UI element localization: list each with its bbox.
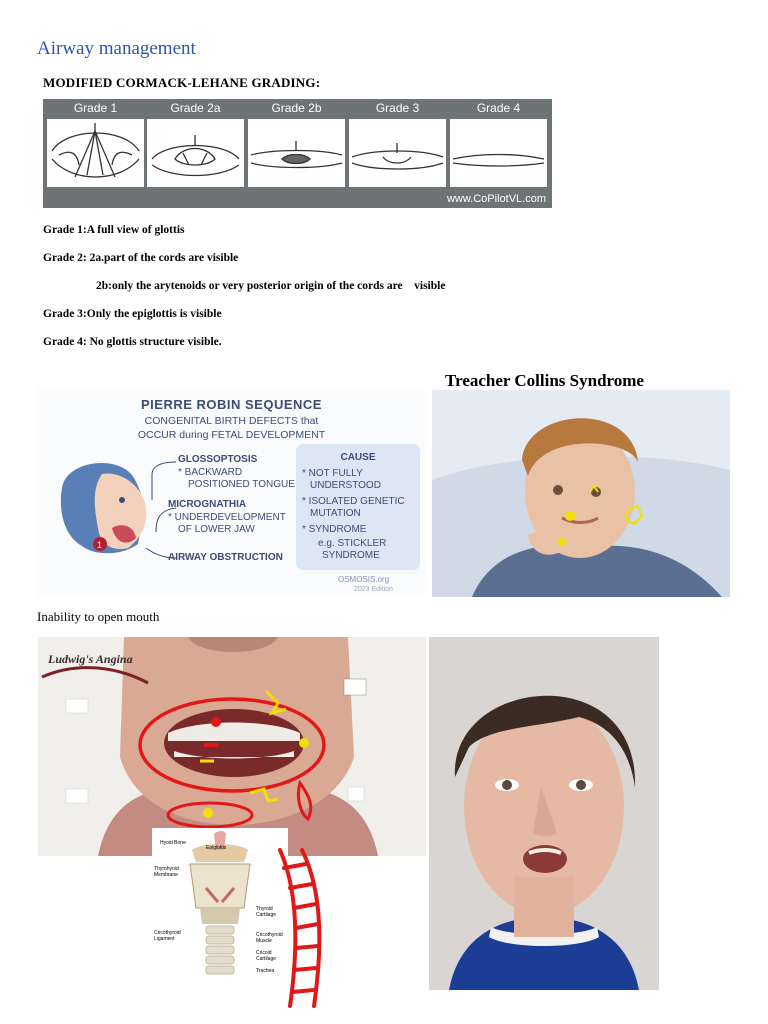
cause-1a: * NOT FULLY — [302, 468, 363, 479]
grade-1-text: Grade 1:A full view of glottis — [43, 224, 185, 236]
micrognathia-desc-1: * UNDERDEVELOPMENT — [168, 512, 286, 523]
micrognathia-desc-2: OF LOWER JAW — [178, 524, 255, 535]
pierre-robin-title: PIERRE ROBIN SEQUENCE — [141, 397, 322, 412]
larynx-diagram — [152, 828, 288, 985]
red-annotation-ladder — [270, 846, 340, 1016]
label-thyrohyoid-membrane: Thyrohyoid Membrane — [154, 866, 179, 878]
grade-3-drawing — [349, 119, 446, 187]
osmosis-brand: OSMOSIS.org — [338, 575, 390, 584]
grade-2b-drawing — [248, 119, 345, 187]
page-title: Airway management — [37, 38, 196, 59]
cause-box — [296, 444, 420, 570]
grade-3-text: Grade 3:Only the epiglottis is visible — [43, 308, 222, 320]
marker-1: 1 — [97, 540, 103, 550]
cause-3a: e.g. STICKLER — [318, 538, 387, 549]
glossoptosis-desc-1: * BACKWARD — [178, 467, 243, 478]
ludwigs-angina-title: Ludwig's Angina — [48, 652, 133, 666]
grade-4-header: Grade 4 — [476, 101, 521, 115]
cause-3: * SYNDROME — [302, 524, 367, 535]
cormack-heading: MODIFIED CORMACK-LEHANE GRADING: — [43, 75, 321, 90]
label-cricoid-cartilage: Cricoid Cartilage — [256, 950, 277, 962]
grade-2-text: Grade 2: 2a.part of the cords are visible — [43, 252, 239, 264]
grade-4-drawing — [450, 119, 547, 187]
pierre-robin-subtitle-1: CONGENITAL BIRTH DEFECTS that — [144, 415, 319, 427]
grade-4-text: Grade 4: No glottis structure visible. — [43, 336, 222, 348]
label-hyoid-bone: Hyoid Bone — [160, 840, 186, 846]
label-trachea: Trachea — [256, 968, 275, 974]
ludwigs-angina-image — [38, 637, 426, 856]
label-cricothyroid-muscle: Cricothyroid Muscle — [256, 932, 283, 944]
pierre-robin-infographic — [38, 388, 425, 596]
inability-caption: Inability to open mouth — [37, 609, 160, 624]
label-epiglottis: Epiglottis — [206, 845, 227, 851]
grade-1-header: Grade 1 — [73, 101, 118, 115]
cause-3b: SYNDROME — [322, 550, 380, 561]
child-open-mouth-photo — [429, 637, 659, 990]
grade-2b-header: Grade 2b — [271, 101, 322, 115]
cause-2b: MUTATION — [310, 508, 361, 519]
label-cricothyroid-ligament: Cricothyroid Ligament — [154, 930, 181, 942]
grade-2a-header: Grade 2a — [170, 101, 221, 115]
grade-3-header: Grade 3 — [375, 101, 420, 115]
osmosis-edition: 2023 Edition — [354, 586, 393, 593]
cormack-lehane-figure — [43, 99, 552, 208]
glossoptosis-desc-2: POSITIONED TONGUE — [188, 479, 295, 490]
label-thyroid-cartilage: Thyroid Cartilage — [256, 906, 277, 918]
airway-obstruction-label: AIRWAY OBSTRUCTION — [168, 552, 283, 563]
grade-2b-text: 2b:only the arytenoids or very posterior origin of the cords are visible — [96, 280, 446, 292]
treacher-collins-title: Treacher Collins Syndrome — [445, 371, 644, 390]
micrognathia-label: MICROGNATHIA — [168, 499, 247, 510]
glossoptosis-label: GLOSSOPTOSIS — [178, 454, 258, 465]
cormack-credit: www.CoPilotVL.com — [446, 193, 546, 205]
cause-title: CAUSE — [340, 452, 376, 463]
cause-1b: UNDERSTOOD — [310, 480, 381, 491]
grade-1-drawing — [47, 119, 144, 187]
pierre-robin-subtitle-2: OCCUR during FETAL DEVELOPMENT — [137, 429, 326, 441]
cause-2a: * ISOLATED GENETIC — [302, 496, 405, 507]
treacher-collins-photo — [432, 390, 730, 597]
grade-2a-drawing — [147, 119, 244, 187]
